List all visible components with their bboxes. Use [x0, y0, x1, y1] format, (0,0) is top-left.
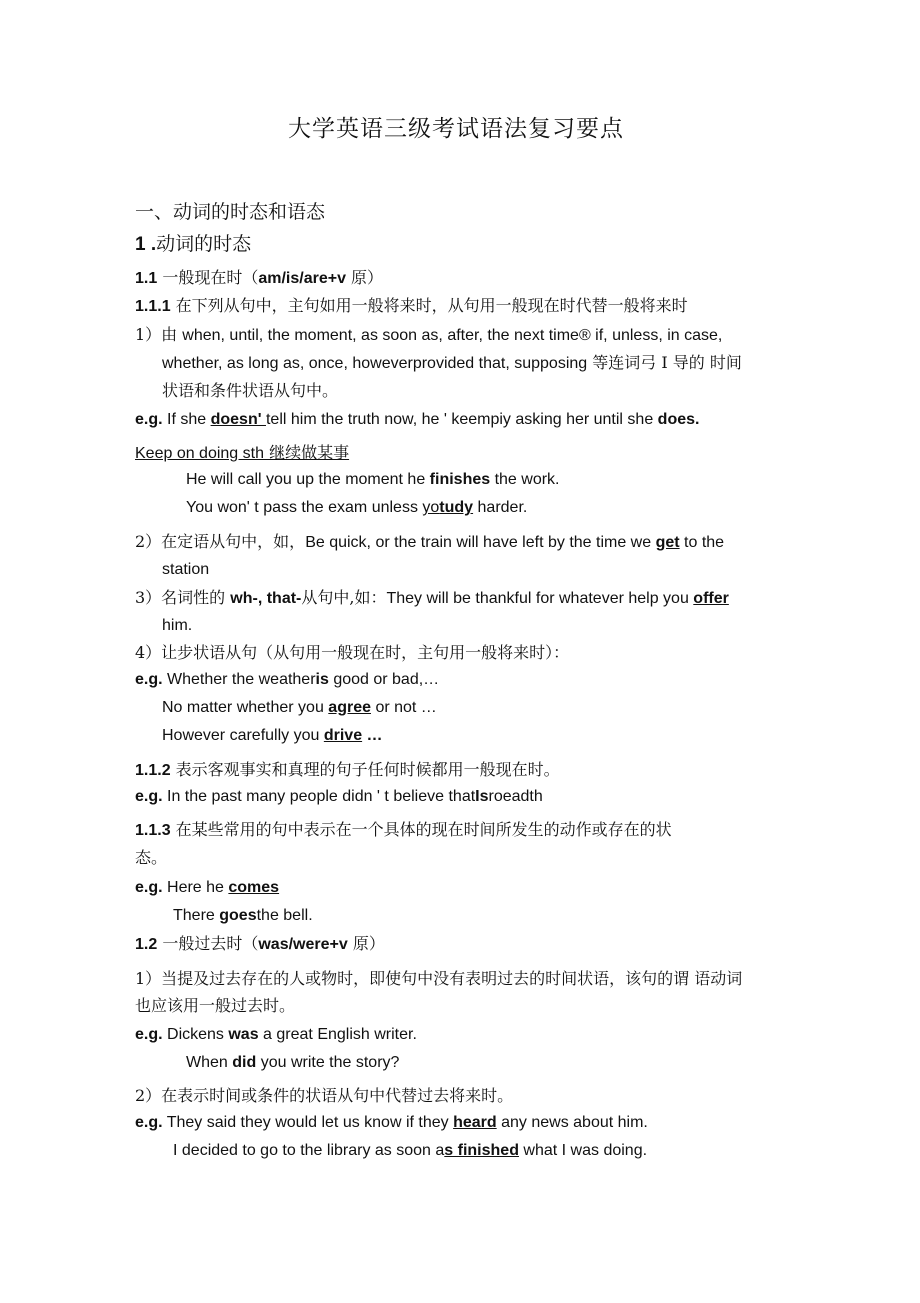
subsection-text: 动词的时态 [156, 233, 252, 255]
example-1 [135, 410, 699, 430]
heading-text: 一般过去时（ [157, 934, 259, 953]
example-text: Whether the weather [162, 671, 316, 688]
point-keywords: wh-, that- [230, 590, 302, 607]
heading-text: 一般现在时（ [157, 268, 259, 287]
heading-1-2 [135, 934, 385, 955]
highlight-verb: was [228, 1026, 259, 1043]
point-2-line-2: station [162, 561, 210, 578]
example-10 [135, 1025, 417, 1045]
eg-label: e.g. [135, 879, 163, 896]
eg-label: e.g. [135, 411, 163, 428]
eg-label: e.g. [135, 671, 163, 688]
section-heading: 一、动词的时态和语态 [135, 201, 326, 223]
highlight-verb: heard [453, 1114, 497, 1131]
example-text: You won' t pass the exam unless [186, 499, 423, 516]
example-text: roeadth [488, 788, 543, 805]
example-text: tell him the truth now, he ' keempiy asking her until she [265, 411, 658, 428]
example-text: When [186, 1054, 233, 1071]
heading-text: 在下列从句中，主句如用一般将来时，从句用一般现在时代替一般将来时 [170, 296, 688, 315]
highlight-verb: finishes [429, 471, 491, 488]
point-3-line-1 [135, 588, 729, 609]
page-title: 大学英语三级考试语法复习要点 [288, 116, 624, 142]
heading-number: 1.1.3 [135, 822, 171, 839]
heading-number: 1.2 [135, 936, 158, 953]
example-text: … [362, 727, 383, 744]
heading-text: 在某些常用的句中表示在一个具体的现在时间所发生的动作或存在的状 [170, 820, 672, 839]
point-text-cn: 2）在定语从句中，如， [135, 532, 306, 551]
point-2-line-1 [135, 532, 724, 553]
highlight-verb: Is [475, 788, 489, 805]
example-9 [173, 906, 313, 926]
point-text-cn: 3）名词性的 [135, 588, 231, 607]
point-q1-line-2: 也应该用一般过去时。 [135, 996, 296, 1015]
example-5 [162, 698, 437, 718]
eg-label: e.g. [135, 1114, 163, 1131]
example-text: No matter whether you [162, 699, 329, 716]
eg-label: e.g. [135, 1026, 163, 1043]
example-text: In the past many people didn ' t believe that [162, 788, 476, 805]
point-1-line-1 [135, 325, 722, 346]
highlight-verb: doesn' [210, 411, 266, 428]
heading-1-1-1 [135, 296, 688, 317]
highlight-verb: tudy [439, 499, 474, 516]
point-text-cn: 从句中,如： [301, 588, 387, 607]
example-text: a great English writer. [258, 1026, 417, 1043]
heading-1-1-3 [135, 820, 672, 841]
point-1-line-2 [162, 353, 742, 374]
example-7 [135, 787, 543, 807]
example-text: you write the story? [256, 1054, 400, 1071]
example-text: If she [162, 411, 211, 428]
point-text: when, until, the moment, as soon as, after, the next time® if, unless, in case, [182, 327, 723, 344]
heading-text-end: 原） [345, 268, 384, 287]
example-text: good or bad,… [328, 671, 440, 688]
example-text: Here he [162, 879, 229, 896]
highlight-verb: get [655, 534, 680, 551]
subsection-heading [135, 231, 251, 258]
point-text: to the [679, 534, 725, 551]
phrase-note [135, 443, 349, 464]
heading-1-1-2 [135, 760, 560, 781]
example-text: They said they would let us know if they [162, 1114, 454, 1131]
example-3 [186, 498, 527, 518]
example-text: the work. [490, 471, 560, 488]
example-text: yo [422, 499, 440, 516]
highlight-verb: does. [657, 411, 700, 428]
heading-number: 1.1.2 [135, 762, 171, 779]
point-number: 1）由 [135, 325, 183, 344]
example-text: However carefully you [162, 727, 324, 744]
point-4: 4）让步状语从句（从句用一般现在时，主句用一般将来时）： [135, 643, 570, 662]
heading-text-end: 原） [347, 934, 385, 953]
highlight-verb: comes [228, 879, 280, 896]
highlight-verb: agree [328, 699, 371, 716]
point-q2: 2）在表示时间或条件的状语从句中代替过去将来时。 [135, 1086, 514, 1105]
point-text: They will be thankful for whatever help you [386, 590, 694, 607]
example-12 [135, 1113, 648, 1133]
example-13 [173, 1141, 647, 1161]
heading-number: 1.1 [135, 270, 158, 287]
example-6 [162, 726, 383, 746]
example-text: There [173, 907, 220, 924]
phrase-meaning: 继续做某事 [264, 443, 350, 462]
example-text: He will call you up the moment he [186, 471, 430, 488]
heading-formula: was/were+v [258, 936, 348, 953]
point-1-line-3: 状语和条件状语从句中。 [162, 381, 339, 400]
example-text: or not … [371, 699, 437, 716]
example-8 [135, 878, 279, 898]
example-text: I decided to go to the library as soon a [173, 1142, 445, 1159]
subsection-number: 1 . [135, 234, 157, 255]
point-3-line-2: him. [162, 617, 193, 634]
highlight-verb: drive [323, 727, 363, 744]
highlight-verb: goes [219, 907, 257, 924]
example-text: harder. [473, 499, 528, 516]
example-text: Dickens [162, 1026, 229, 1043]
heading-text: 表示客观事实和真理的句子任何时候都用一般现在时。 [170, 760, 560, 779]
heading-1-1 [135, 268, 383, 289]
point-text: Be quick, or the train will have left by the time we [305, 534, 656, 551]
highlight-verb: did [232, 1054, 257, 1071]
eg-label: e.g. [135, 788, 163, 805]
example-2 [186, 470, 560, 490]
heading-number: 1.1.1 [135, 298, 171, 315]
point-text-cn: 等连词弓 I 导的 时间 [587, 353, 742, 372]
phrase-text: Keep on doing sth [135, 445, 264, 462]
example-4 [135, 670, 439, 690]
heading-1-1-3-line-2: 态。 [135, 848, 168, 867]
highlight-verb: offer [693, 590, 729, 607]
point-text: whether, as long as, once, howeverprovided that, supposing [162, 355, 588, 372]
example-11 [186, 1053, 399, 1073]
example-text: the bell. [256, 907, 313, 924]
example-text: any news about him. [496, 1114, 648, 1131]
point-q1-line-1: 1）当提及过去存在的人或物时，即使句中没有表明过去的时间状语，该句的谓 语动词 [135, 969, 743, 988]
highlight-verb: is [315, 671, 329, 688]
heading-formula: am/is/are+v [258, 270, 346, 287]
example-text: what I was doing. [518, 1142, 648, 1159]
highlight-verb: s finished [444, 1142, 519, 1159]
